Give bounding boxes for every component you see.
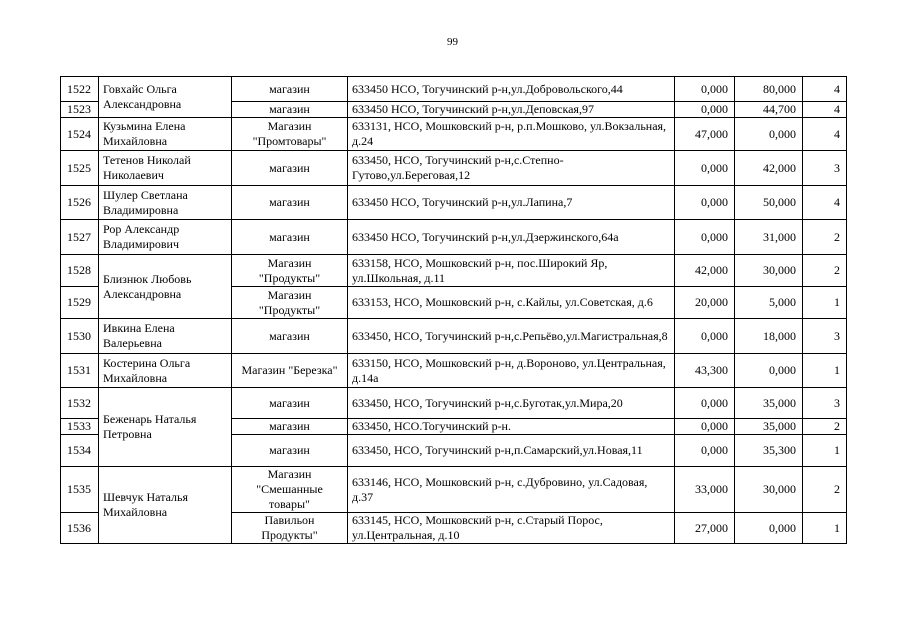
value-2: 35,000 — [735, 419, 803, 435]
value-1: 0,000 — [675, 435, 735, 467]
owner-name: Говхайс Ольга Александровна — [99, 77, 232, 118]
value-3: 4 — [803, 118, 847, 151]
value-3: 3 — [803, 151, 847, 186]
table-row — [61, 77, 847, 102]
table-row — [61, 319, 847, 354]
value-2: 50,000 — [735, 186, 803, 220]
shop-type: Магазин "Продукты" — [232, 287, 348, 319]
shop-type: магазин — [232, 151, 348, 186]
value-1: 0,000 — [675, 319, 735, 354]
table-row — [61, 186, 847, 220]
address: 633450, НСО, Тогучинский р-н,п.Самарский,ул.Новая,11 — [348, 435, 675, 467]
table-row — [61, 467, 847, 513]
value-2: 5,000 — [735, 287, 803, 319]
shop-type: магазин — [232, 77, 348, 102]
value-3: 1 — [803, 435, 847, 467]
owner-name: Шулер Светлана Владимировна — [99, 186, 232, 220]
owner-name: Близнюк Любовь Александровна — [99, 255, 232, 319]
row-number: 1536 — [61, 513, 99, 544]
address: 633450 НСО, Тогучинский р-н,ул.Добровольского,44 — [348, 77, 675, 102]
row-number: 1523 — [61, 102, 99, 118]
value-2: 30,000 — [735, 467, 803, 513]
table-row — [61, 388, 847, 419]
address: 633158, НСО, Мошковский р-н, пос.Широкий Яр, ул.Школьная, д.11 — [348, 255, 675, 287]
shop-type: Магазин "Промтовары" — [232, 118, 348, 151]
value-3: 1 — [803, 513, 847, 544]
shop-type: Магазин "Березка" — [232, 354, 348, 388]
shop-type: Павильон Продукты" — [232, 513, 348, 544]
value-1: 47,000 — [675, 118, 735, 151]
value-2: 80,000 — [735, 77, 803, 102]
owner-name: Беженарь Наталья Петровна — [99, 388, 232, 467]
row-number: 1522 — [61, 77, 99, 102]
value-1: 0,000 — [675, 419, 735, 435]
row-number: 1524 — [61, 118, 99, 151]
value-3: 2 — [803, 255, 847, 287]
value-1: 0,000 — [675, 186, 735, 220]
value-1: 20,000 — [675, 287, 735, 319]
value-1: 0,000 — [675, 151, 735, 186]
shop-type: Магазин "Смешанные товары" — [232, 467, 348, 513]
value-1: 43,300 — [675, 354, 735, 388]
owner-name: Костерина Ольга Михайловна — [99, 354, 232, 388]
row-number: 1526 — [61, 186, 99, 220]
records-table — [60, 76, 847, 544]
address: 633146, НСО, Мошковский р-н, с.Дубровино, ул.Садовая, д.37 — [348, 467, 675, 513]
shop-type: магазин — [232, 220, 348, 255]
address: 633450, НСО, Тогучинский р-н,с.Степно-Гутово,ул.Береговая,12 — [348, 151, 675, 186]
value-1: 0,000 — [675, 77, 735, 102]
row-number: 1535 — [61, 467, 99, 513]
value-1: 33,000 — [675, 467, 735, 513]
address: 633450 НСО, Тогучинский р-н,ул.Лапина,7 — [348, 186, 675, 220]
value-2: 35,300 — [735, 435, 803, 467]
owner-name: Шевчук Наталья Михайловна — [99, 467, 232, 544]
row-number: 1533 — [61, 419, 99, 435]
value-3: 1 — [803, 354, 847, 388]
value-3: 3 — [803, 319, 847, 354]
row-number: 1530 — [61, 319, 99, 354]
value-3: 4 — [803, 186, 847, 220]
address: 633450, НСО, Тогучинский р-н,с.Репьёво,ул.Магистральная,8 — [348, 319, 675, 354]
address: 633131, НСО, Мошковский р-н, р.п.Мошково, ул.Вокзальная, д.24 — [348, 118, 675, 151]
address: 633153, НСО, Мошковский р-н, с.Кайлы, ул.Советская, д.6 — [348, 287, 675, 319]
value-2: 30,000 — [735, 255, 803, 287]
owner-name: Тетенов Николай Николаевич — [99, 151, 232, 186]
address: 633450 НСО, Тогучинский р-н,ул.Дзержинского,64а — [348, 220, 675, 255]
value-1: 0,000 — [675, 102, 735, 118]
owner-name: Рор Александр Владимирович — [99, 220, 232, 255]
page-number: 99 — [447, 36, 458, 48]
shop-type: магазин — [232, 102, 348, 118]
table-row — [61, 118, 847, 151]
address: 633450, НСО, Тогучинский р-н,с.Буготак,ул.Мира,20 — [348, 388, 675, 419]
row-number: 1531 — [61, 354, 99, 388]
table-row — [61, 220, 847, 255]
row-number: 1525 — [61, 151, 99, 186]
row-number: 1532 — [61, 388, 99, 419]
value-3: 2 — [803, 467, 847, 513]
shop-type: магазин — [232, 419, 348, 435]
row-number: 1534 — [61, 435, 99, 467]
row-number: 1527 — [61, 220, 99, 255]
value-3: 2 — [803, 220, 847, 255]
value-2: 18,000 — [735, 319, 803, 354]
value-2: 42,000 — [735, 151, 803, 186]
value-2: 0,000 — [735, 513, 803, 544]
value-1: 0,000 — [675, 220, 735, 255]
row-number: 1528 — [61, 255, 99, 287]
address: 633450, НСО.Тогучинский р-н. — [348, 419, 675, 435]
shop-type: магазин — [232, 319, 348, 354]
row-number: 1529 — [61, 287, 99, 319]
address: 633145, НСО, Мошковский р-н, с.Старый Порос, ул.Центральная, д.10 — [348, 513, 675, 544]
owner-name: Ивкина Елена Валерьевна — [99, 319, 232, 354]
value-3: 3 — [803, 388, 847, 419]
address: 633150, НСО, Мошковский р-н, д.Вороново, ул.Центральная, д.14а — [348, 354, 675, 388]
value-3: 1 — [803, 287, 847, 319]
value-2: 35,000 — [735, 388, 803, 419]
value-2: 0,000 — [735, 118, 803, 151]
value-1: 42,000 — [675, 255, 735, 287]
value-3: 4 — [803, 77, 847, 102]
shop-type: магазин — [232, 186, 348, 220]
address: 633450 НСО, Тогучинский р-н,ул.Деповская,97 — [348, 102, 675, 118]
value-1: 0,000 — [675, 388, 735, 419]
owner-name: Кузьмина Елена Михайловна — [99, 118, 232, 151]
shop-type: Магазин "Продукты" — [232, 255, 348, 287]
value-2: 44,700 — [735, 102, 803, 118]
value-2: 0,000 — [735, 354, 803, 388]
value-3: 2 — [803, 419, 847, 435]
value-2: 31,000 — [735, 220, 803, 255]
shop-type: магазин — [232, 388, 348, 419]
table-row — [61, 151, 847, 186]
value-3: 4 — [803, 102, 847, 118]
table-row — [61, 354, 847, 388]
table-row — [61, 255, 847, 287]
value-1: 27,000 — [675, 513, 735, 544]
shop-type: магазин — [232, 435, 348, 467]
